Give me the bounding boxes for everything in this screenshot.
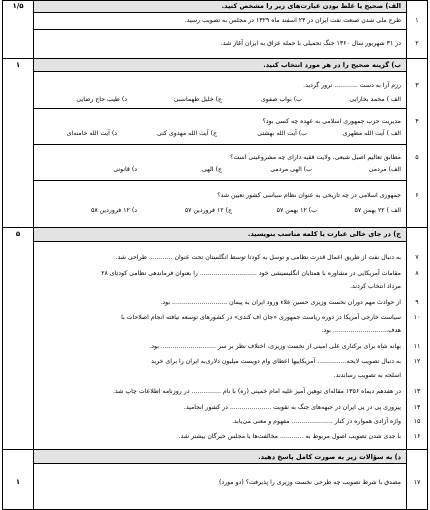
option-a: الف ) ۲۲ بهمن ۵۷ [354, 207, 401, 214]
option-a: الف) مردمی [368, 166, 401, 173]
question-number: ۱۷ [413, 478, 421, 486]
question-number: ۵ [415, 153, 419, 161]
question-text: مقامات آمریکایی در مشاوره با همتایان انگلیسیشی خود ............................. را بعنوان فرماندهی نظامی کودتای ۲۸ [101, 270, 401, 277]
option-c: ج) الهی [202, 166, 222, 173]
question-text: در هفدهم دیماه ۱۳۵۶ مقاله‌ای توهین آمیز علیه امام خمینی (ره) با نام ............... در روزنامه اطلاعات چاپ شد. [112, 388, 401, 395]
question-text: رزم آرا به دست ............ ترور گردید. [303, 82, 401, 89]
question-text: به دنبال نفت از طریق اعمال قدرت نظامی و توسل به کودتا توسط انگلستان تحت عنوان ............ طراحی شد. [115, 254, 401, 261]
option-b: ب) ۱۲ بهمن ۵۷ [276, 207, 317, 214]
question-text: بهانه شاه برای برکناری علی امینی از نخست وزیری، اختلاف نظر بر سر ............................ بود. [149, 343, 401, 350]
question-text: مطابق تعالیم اصیل شیعی، ولایت فقیه دارای چه مشروعیتی است؟ [230, 154, 401, 161]
divider [34, 71, 406, 72]
option-a: الف ) آیت الله مطهری [342, 130, 401, 137]
question-text: سیاست خارجی آمریکا در دوره ریاست جمهوری «جان اف کندی» در کشورهای توسعه نیافته انجام اصلاحات با [121, 314, 401, 321]
question-number: ۳ [415, 81, 419, 89]
section-d-title: د) به سؤالات زیر به صورت کامل پاسخ دهید. [258, 453, 401, 461]
exam-sheet [2, 0, 428, 510]
section-c-score: ۵ [15, 230, 21, 238]
question-number: ۱۴ [413, 403, 421, 411]
divider [34, 29, 406, 30]
question-number: ۶ [415, 191, 419, 199]
question-number: ۹ [415, 298, 419, 306]
option-c: ج) ۱۲ فروردین ۵۷ [184, 207, 232, 214]
question-number: ۱۵ [413, 417, 421, 425]
divider [34, 108, 406, 109]
section-a-title: الف) صحیح یا غلط بودن عبارت‌های زیر را مشخص کنید. [221, 2, 401, 10]
question-text-continued: هدف............................ بود. [321, 327, 401, 334]
question-number: ۲ [415, 39, 419, 47]
divider [34, 180, 406, 181]
question-number: ۴ [415, 117, 419, 125]
section-b-title: ب) گزینه صحیح را در هر مورد انتخاب کنید. [263, 61, 401, 69]
option-b: ب) آیت الله بهشتی [257, 130, 307, 137]
option-d: د) قانونی [113, 166, 137, 173]
question-text-continued: مرداد انتخاب کردند. [350, 283, 401, 290]
option-c: ج) خلیل طهماسبی [173, 96, 222, 103]
question-text: در ۳۱ شهریور سال ۱۳۶۰ جنگ تحمیلی با حمله عراق به ایران آغاز شد. [220, 40, 401, 47]
section-d-score: ۱ [15, 478, 21, 486]
question-number: ۱۰ [413, 313, 421, 321]
question-text: به دنبال تصویب لایحه............... آمریکاییها اعطای وام دویست میلیون دلاری‌به ایران را برای خرید [151, 358, 401, 365]
option-b: ب) نواب صفوی [260, 96, 302, 103]
question-number: ۸ [415, 269, 419, 277]
question-text: جمهوری اسلامی در چه تاریخی به عنوان نظام سیاسی کشور تعیین شد؟ [217, 192, 401, 199]
question-number: ۱۳ [413, 387, 421, 395]
question-text: با جدی شدن تصویب اصول مربوط به ............ مخالفت‌ها با مجلس خبرگان بیشتر شد. [178, 433, 401, 440]
divider [34, 241, 406, 242]
question-text-continued: اسلحه به تصویب رساندند. [333, 372, 401, 379]
question-text: مدیریت حزب جمهوری اسلامی به عهده چه کسی بود؟ [262, 118, 401, 125]
question-number: ۷ [415, 253, 419, 261]
question-number: ۱۲ [413, 357, 421, 365]
question-number: ۱۶ [413, 432, 421, 440]
option-a: الف ) محمد بخارایی [349, 96, 401, 103]
score-column-divider [33, 1, 34, 509]
option-d: د) طیب حاج رضایی [76, 96, 127, 103]
option-d: د) ۱۲ فروردین ۵۸ [91, 207, 137, 214]
divider [34, 12, 406, 13]
option-c: ج) آیت الله مهدوی کنی [157, 130, 217, 137]
question-text: طرح ملی شدن صنعت نفت ایران در ۲۴ اسفند ماه ۱۳۲۹ در مجلس به تصویب رسید. [184, 17, 401, 24]
option-b: ب) الهی مردمی [270, 166, 312, 173]
option-d: د) آیت الله خامنه‌ای [66, 130, 117, 137]
question-text: پیروزی پی در پی ایران در جبهه‌های جنگ به تقویت ..................... در کشور انجامید. [183, 404, 401, 411]
divider [34, 463, 406, 464]
question-number: ۱ [415, 16, 419, 24]
section-c-title: ج) در جای خالی عبارت یا کلمه مناسب بنویسید. [247, 230, 401, 238]
question-text: مصدق با شرط تصویب چه طرحی نخست وزیری را پذیرفت؟ (دو مورد) [218, 479, 401, 486]
section-b-score: ۱ [15, 61, 21, 69]
section-a-score: ۱/۵ [12, 2, 24, 10]
divider [34, 144, 406, 145]
question-text: از حوادث مهم دوران نخست وزیری حسین علاء ورود ایران به پیمان ............................ بود. [160, 299, 401, 306]
question-text: واژه آزادی همواره در کنار ..................... مفهوم و معنی می‌یابد. [231, 418, 401, 425]
question-number: ۱۱ [413, 342, 421, 350]
